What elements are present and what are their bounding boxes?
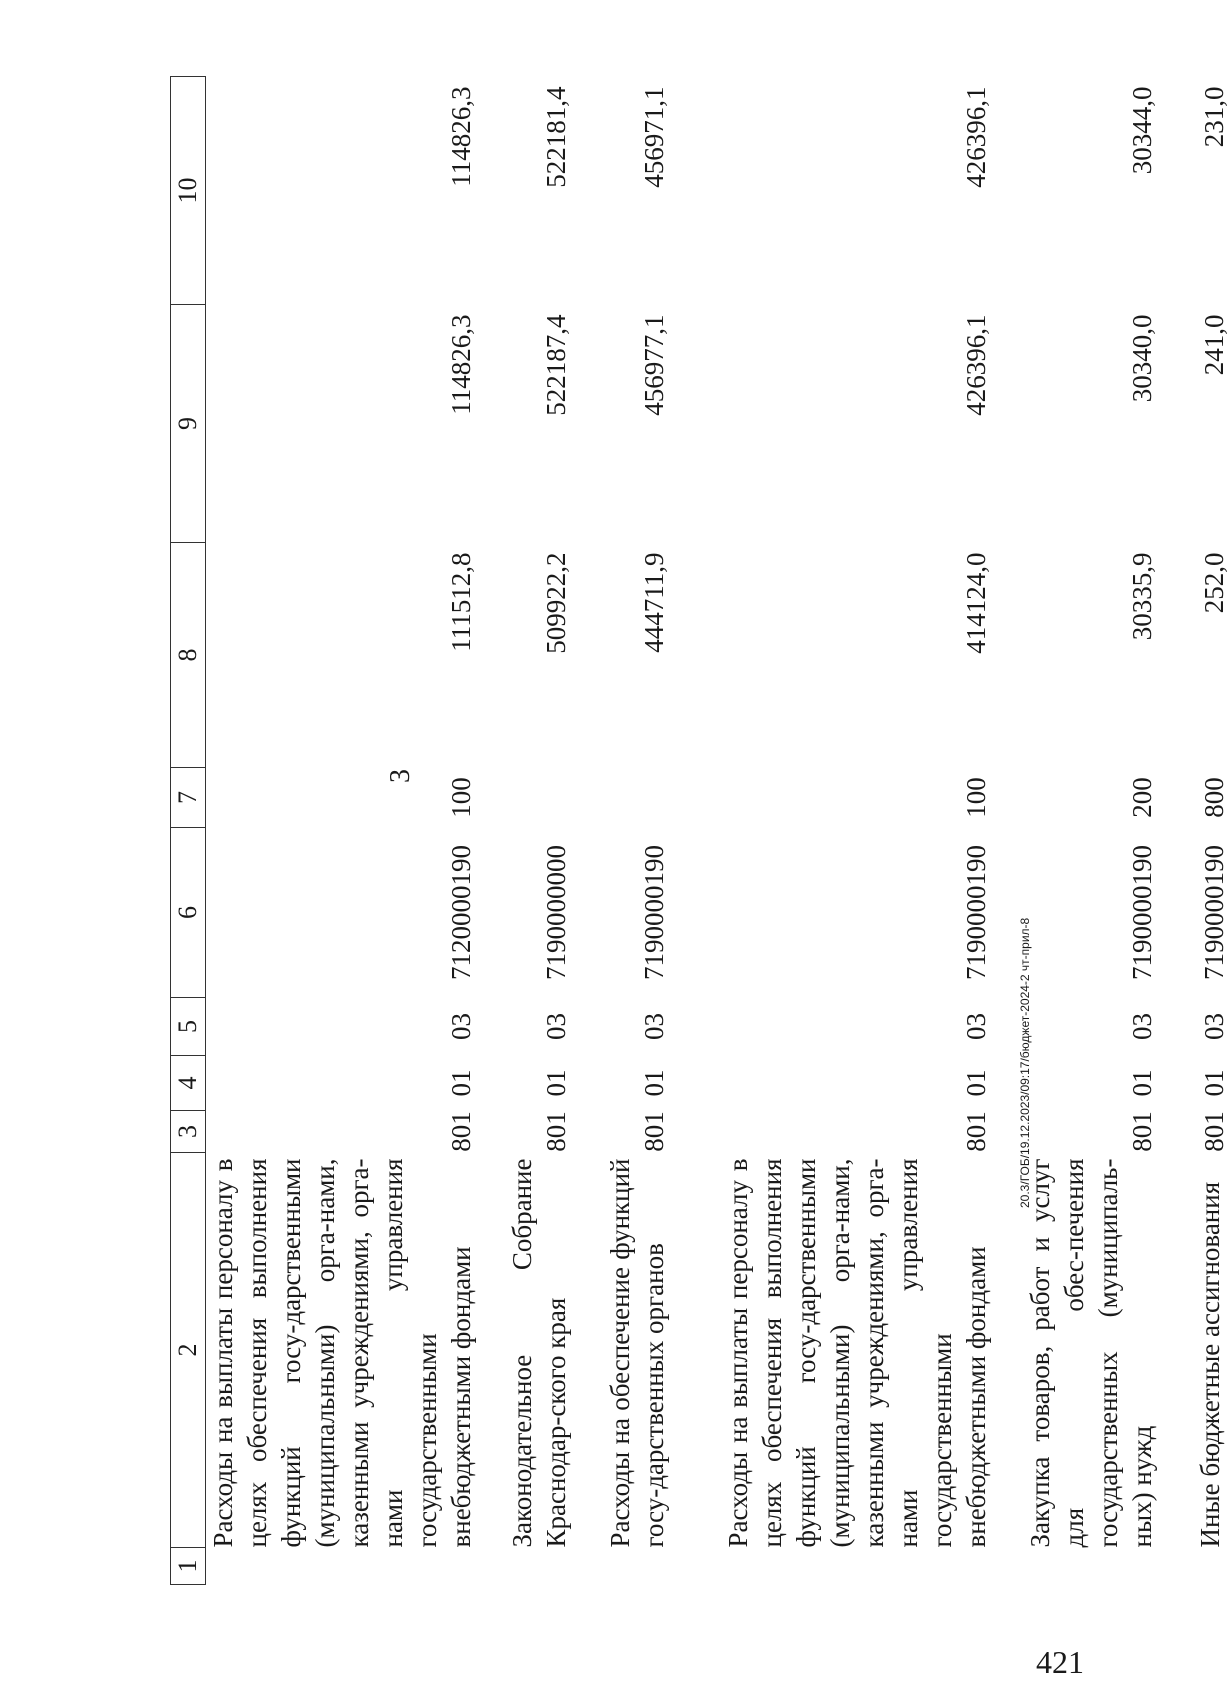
row-csr: 7190000190 [1199, 845, 1229, 980]
row-razdel: 01 [1199, 1069, 1229, 1097]
row-amount-2026: 426396,1 [961, 86, 991, 188]
header-col-4: 4 [171, 1056, 206, 1111]
row-vr: 800 [1199, 777, 1229, 818]
row-name: Расходы на выплаты персоналу в целях обеспечения выполнения функций госу-дарственными (муниципальными) орга-нами, казенными учреждениями, орга-нами управления государственными внебюджетными фондами [723, 1158, 991, 1548]
row-podrazdel: 03 [961, 1013, 991, 1040]
row-vr: 100 [446, 777, 476, 818]
page-number: 3 [385, 769, 416, 783]
row-csr: 7190000190 [639, 845, 669, 980]
table-row [478, 77, 573, 1585]
row-csr: 7190000190 [961, 845, 991, 980]
row-amount-2025: 30340,0 [1127, 314, 1157, 403]
row-vr [478, 768, 573, 828]
row-csr: 7190000000 [541, 845, 571, 980]
row-name: Расходы на выплаты персоналу в целях обеспечения выполнения функций госу-дарственными (муниципальными) орга-нами, казенными учреждениями, орга-нами управления государственными внебюджетными фондами [208, 1158, 476, 1548]
header-col-9: 9 [171, 305, 206, 543]
document-id: 20.3/ГОБ/19.12.2023/09:17/бюджет-2024-2 чт-прил-8 [1018, 917, 1032, 1208]
row-ved: 801 [541, 1111, 571, 1152]
row-amount-2026: 30344,0 [1127, 86, 1157, 175]
budget-table [170, 76, 1231, 1585]
row-razdel: 01 [446, 1069, 476, 1097]
row-razdel: 01 [639, 1069, 669, 1097]
row-amount-2024: 414124,0 [961, 552, 991, 654]
row-razdel: 01 [961, 1069, 991, 1097]
table-row [206, 77, 479, 1585]
header-col-2: 2 [171, 1153, 206, 1548]
row-amount-2026: 456971,1 [639, 86, 669, 188]
row-vr [573, 768, 671, 828]
header-col-10: 10 [171, 77, 206, 305]
row-amount-2025: 114826,3 [446, 314, 476, 415]
sheet-number: 421 [1036, 1644, 1084, 1680]
row-podrazdel: 03 [639, 1013, 669, 1040]
row-name: Расходы на обеспечение функций госу-дарственных органов [605, 1158, 669, 1548]
row-amount-2024: 252,0 [1199, 552, 1229, 614]
header-col-1: 1 [171, 1548, 206, 1585]
row-amount-2025: 426396,1 [961, 314, 991, 416]
row-ved: 801 [1199, 1111, 1229, 1152]
row-ved: 801 [1127, 1111, 1157, 1152]
table-row [573, 77, 671, 1585]
row-amount-2025: 456977,1 [639, 314, 669, 416]
row-ved: 801 [446, 1111, 476, 1152]
row-vr: 100 [961, 777, 991, 818]
row-podrazdel: 03 [1199, 1013, 1229, 1040]
row-amount-2024: 509922,2 [541, 552, 571, 654]
row-amount-2026: 114826,3 [446, 86, 476, 187]
row-name: Законодательное Собрание Краснодар-ского края [507, 1158, 571, 1548]
row-amount-2025: 522187,4 [541, 314, 571, 416]
row-amount-2024: 444711,9 [639, 552, 669, 653]
row-csr: 7190000190 [1127, 845, 1157, 980]
row-razdel: 01 [541, 1069, 571, 1097]
table-row [671, 77, 993, 1585]
header-col-8: 8 [171, 543, 206, 768]
row-amount-2024: 111512,8 [446, 552, 476, 652]
row-vr: 200 [1127, 777, 1157, 818]
row-amount-2025: 241,0 [1199, 314, 1229, 376]
table-header-row [171, 77, 206, 1585]
row-name: Закупка товаров, работ и услуг для обес-печения государственных (муниципаль-ных) нужд [1025, 1158, 1157, 1548]
row-podrazdel: 03 [446, 1013, 476, 1040]
budget-table-container [170, 77, 1229, 1585]
table-row [1159, 77, 1231, 1585]
row-amount-2026: 231,0 [1199, 86, 1229, 148]
header-col-7: 7 [171, 768, 206, 828]
row-amount-2026: 522181,4 [541, 86, 571, 188]
row-ved: 801 [639, 1111, 669, 1152]
header-col-3: 3 [171, 1111, 206, 1153]
header-col-6: 6 [171, 828, 206, 998]
row-ved: 801 [961, 1111, 991, 1152]
row-csr: 7120000190 [446, 845, 476, 980]
row-podrazdel: 03 [1127, 1013, 1157, 1040]
row-amount-2024: 30335,9 [1127, 552, 1157, 641]
row-name: Иные бюджетные ассигнования [1195, 1181, 1225, 1548]
row-podrazdel: 03 [541, 1013, 571, 1040]
header-col-5: 5 [171, 998, 206, 1056]
row-razdel: 01 [1127, 1069, 1157, 1097]
